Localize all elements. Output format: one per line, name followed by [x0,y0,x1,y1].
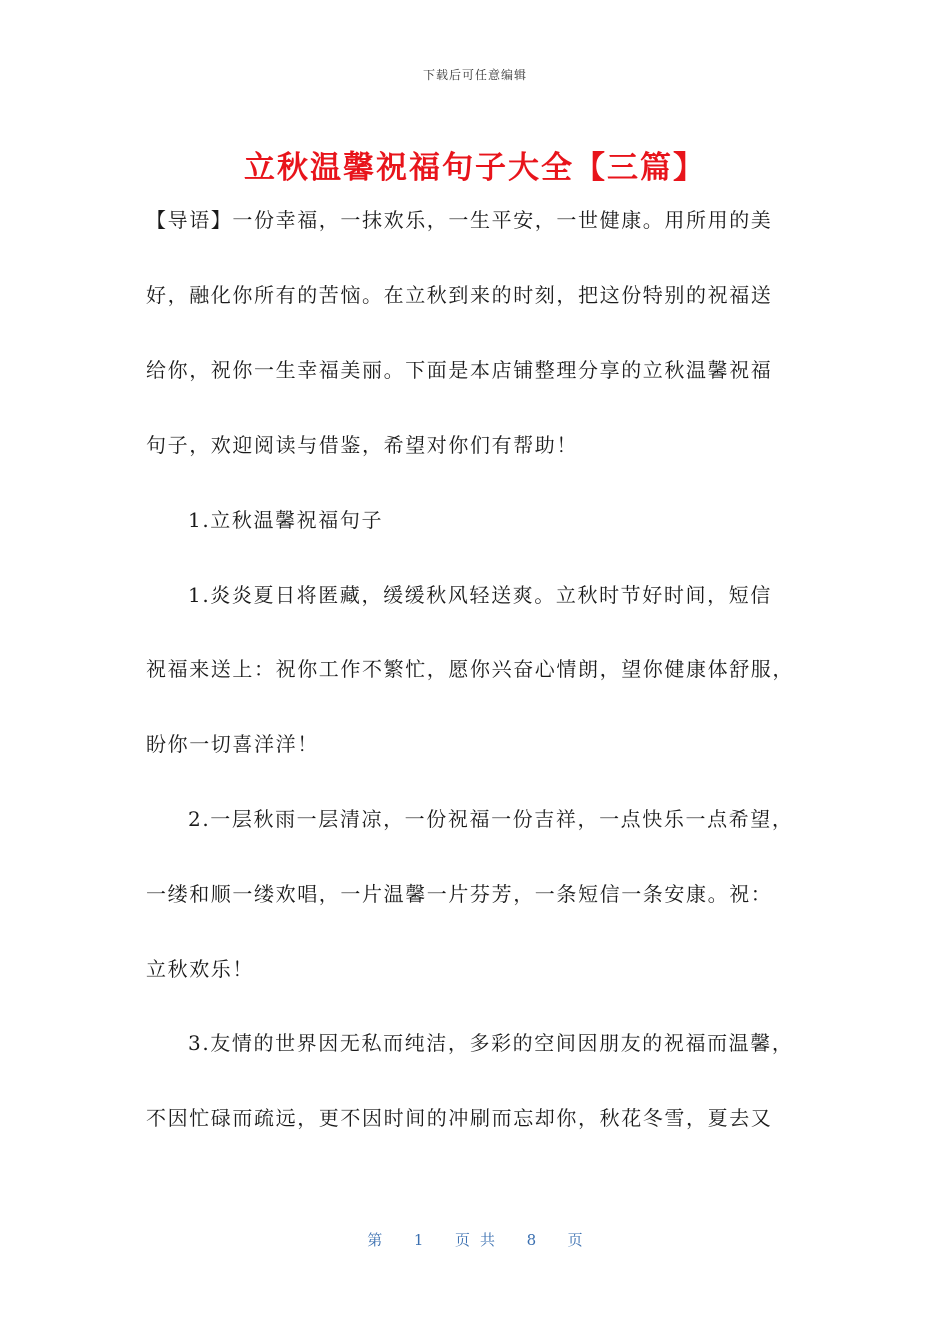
page-header-note: 下载后可任意编辑 [422,68,527,82]
paragraph-line: 3.友情的世界因无私而纯洁，多彩的空间因朋友的祝福而温馨， [188,1031,794,1055]
paragraph-line: 立秋欢乐！ [146,957,254,981]
paragraph-line: 给你，祝你一生幸福美丽。下面是本店铺整理分享的立秋温馨祝福 [146,358,773,382]
paragraph-line: 一缕和顺一缕欢唱，一片温馨一片芬芳，一条短信一条安康。祝： [146,882,773,906]
paragraph-line: 【导语】一份幸福，一抹欢乐，一生平安，一世健康。用所用的美 [146,208,773,232]
paragraph-line: 好，融化你所有的苦恼。在立秋到来的时刻，把这份特别的祝福送 [146,283,773,307]
paragraph-line: 祝福来送上：祝你工作不繁忙，愿你兴奋心情朗，望你健康体舒服， [146,657,794,681]
paragraph-line: 句子，欢迎阅读与借鉴，希望对你们有帮助！ [146,433,578,457]
footer-label-page: 第 [367,1231,383,1249]
paragraph-line: 盼你一切喜洋洋！ [146,732,319,756]
document-title: 立秋温馨祝福句子大全【三篇】 [244,150,706,186]
section-heading: 1.立秋温馨祝福句子 [188,508,384,532]
footer-label-of: 页共 [454,1231,505,1249]
page-footer [0,1229,950,1250]
paragraph-line: 不因忙碌而疏远，更不因时间的冲刷而忘却你，秋花冬雪，夏去又 [146,1106,773,1130]
footer-label-pages: 页 [567,1231,583,1249]
footer-total-pages: 8 [526,1231,537,1249]
footer-current-page: 1 [413,1231,424,1249]
paragraph-line: 2.一层秋雨一层清凉，一份祝福一份吉祥，一点快乐一点希望， [188,807,794,831]
paragraph-line: 1.炎炎夏日将匿藏，缓缓秋风轻送爽。立秋时节好时间，短信 [188,583,772,607]
